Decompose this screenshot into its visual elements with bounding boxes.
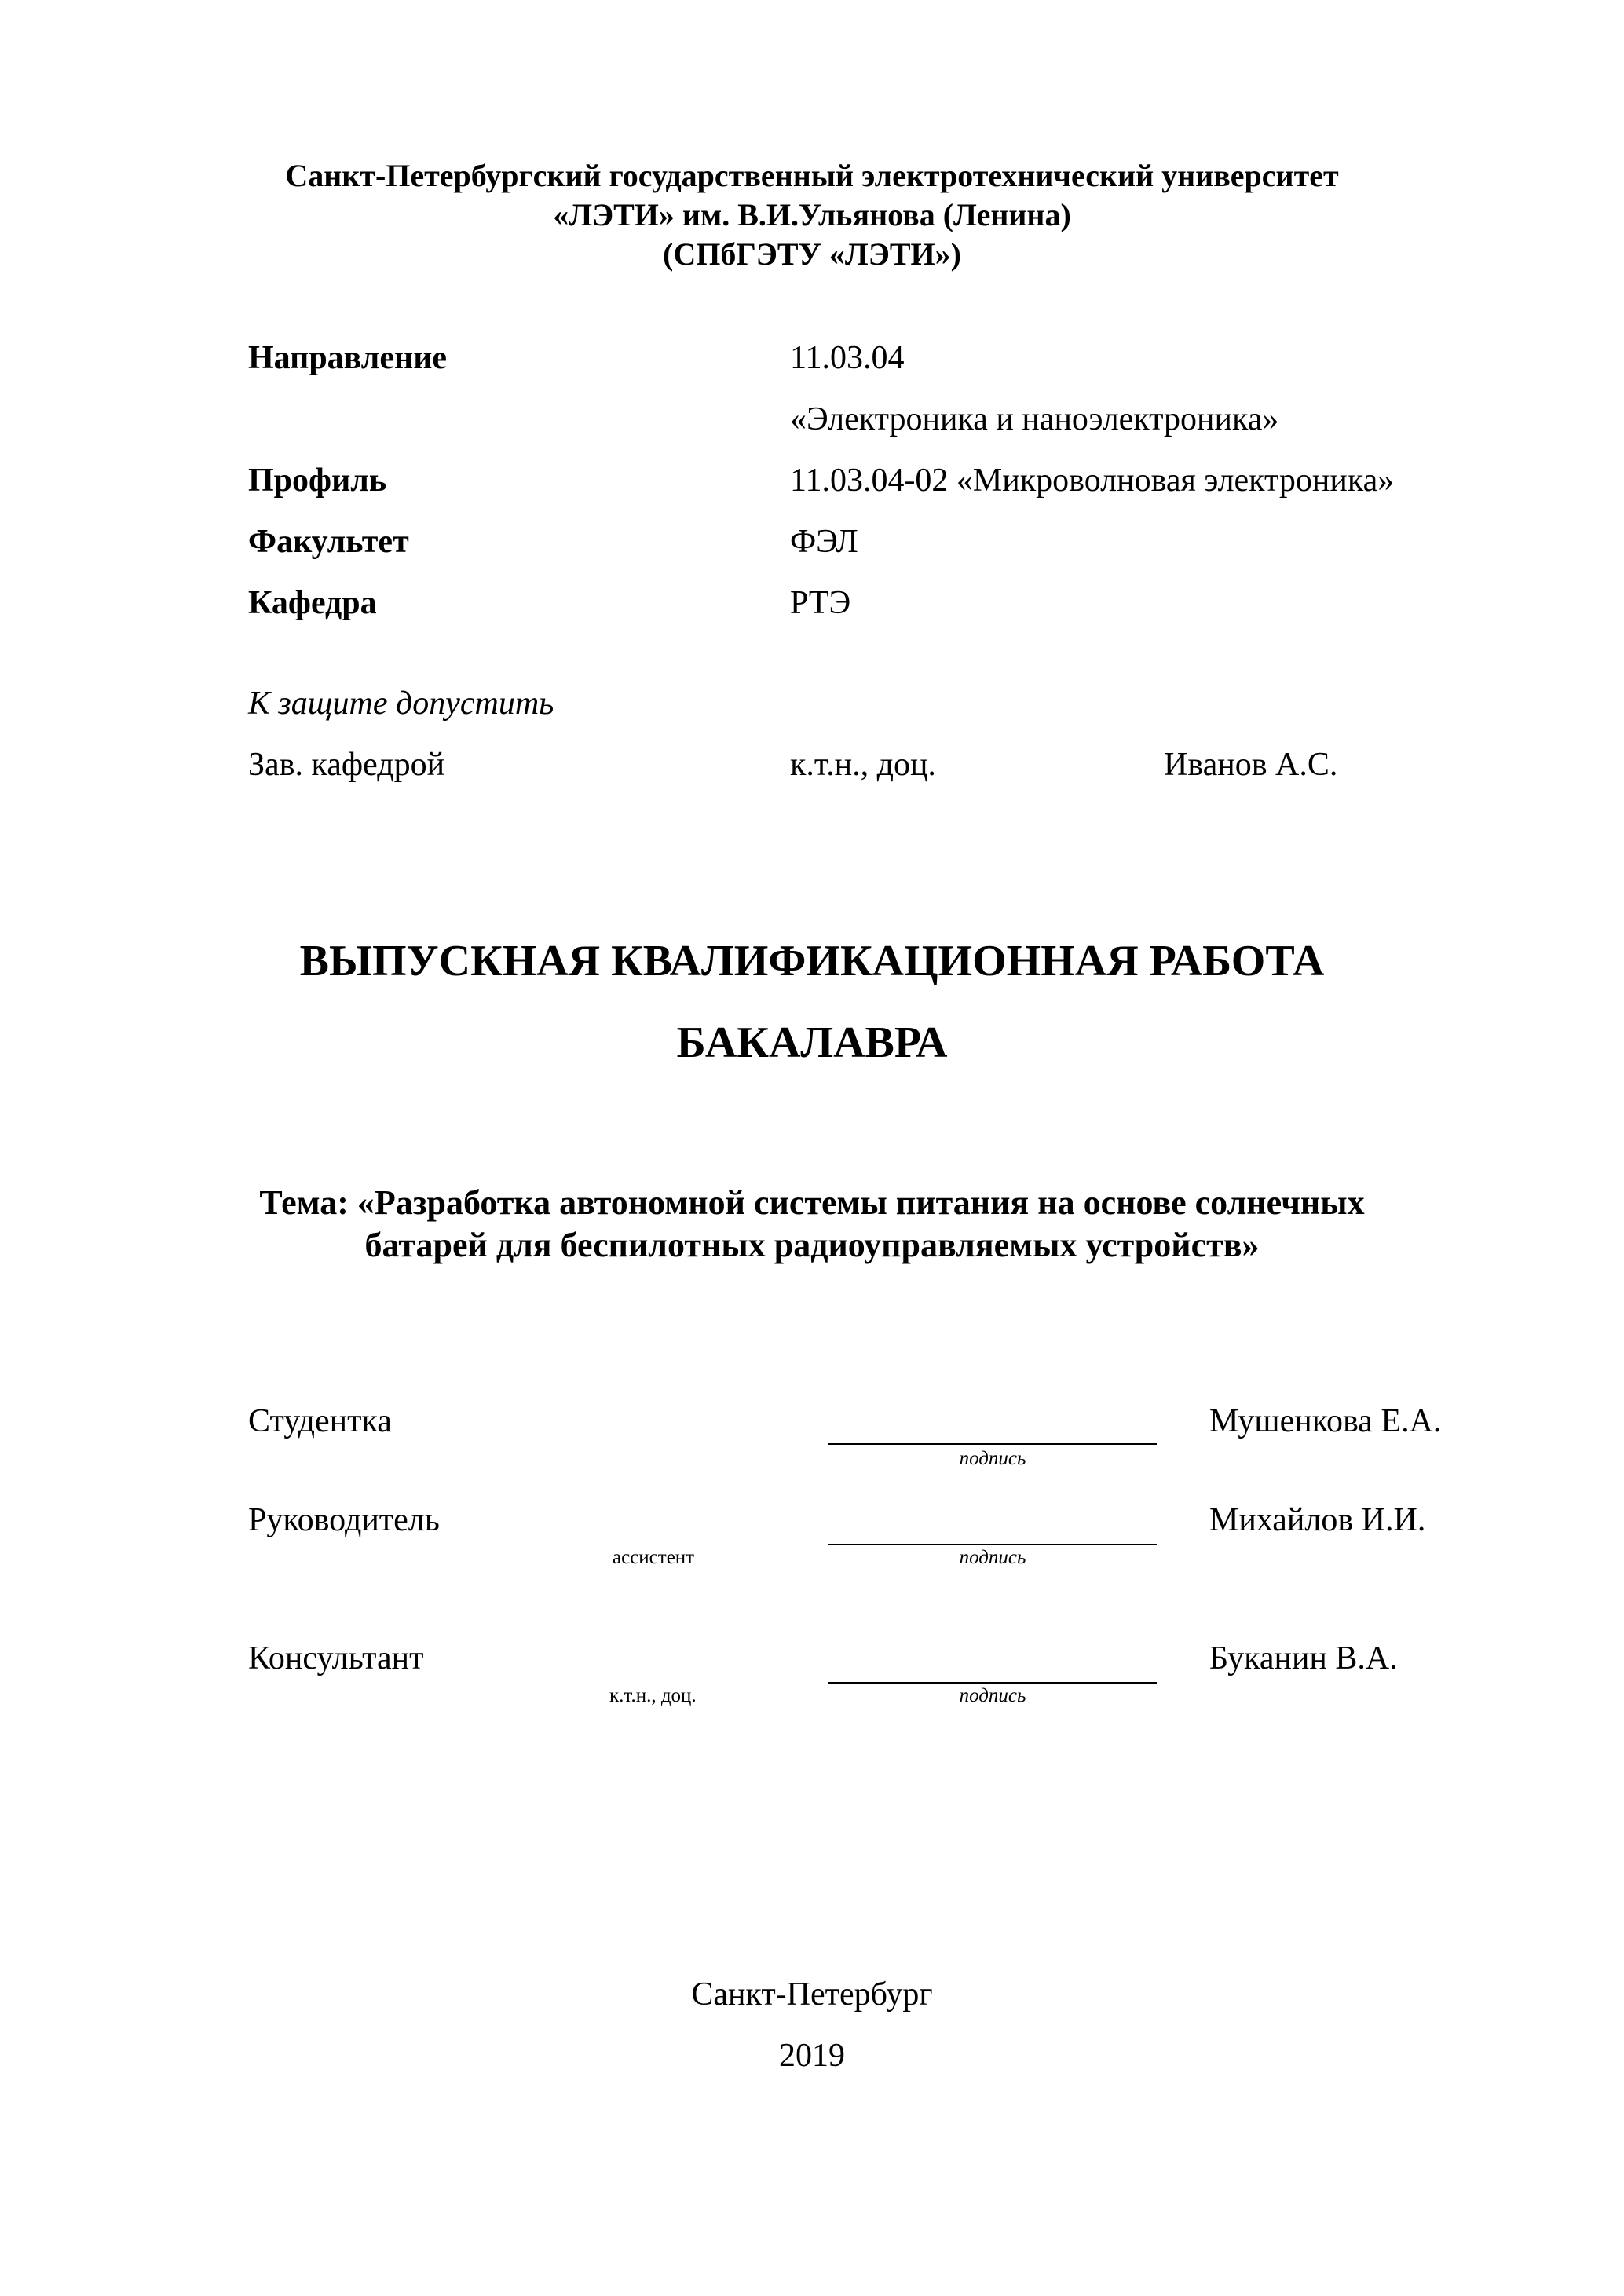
direction-name: «Электроника и наноэлектроника» (790, 401, 1279, 437)
signature-name-supervisor: Михайлов И.И. (1209, 1502, 1426, 1538)
signature-line-consultant (828, 1682, 1157, 1684)
approval-heading: К защите допустить (248, 686, 554, 722)
footer-city: Санкт-Петербург (691, 1976, 933, 2013)
profile-label: Профиль (248, 462, 387, 499)
faculty-value: ФЭЛ (790, 524, 858, 560)
direction-code: 11.03.04 (790, 340, 905, 376)
document-title-line2: БАКАЛАВРА (676, 1018, 948, 1067)
university-short-name: «ЛЭТИ» им. В.И.Ульянова (Ленина) (553, 197, 1071, 232)
signature-caption-consultant: подпись (959, 1685, 1026, 1706)
signature-line-supervisor (828, 1544, 1157, 1545)
signature-role-consultant: Консультант (248, 1640, 424, 1676)
signature-position-supervisor: ассистент (613, 1547, 695, 1568)
department-value: РТЭ (790, 585, 851, 621)
profile-value: 11.03.04-02 «Микроволновая электроника» (790, 462, 1395, 499)
signature-name-student: Мушенкова Е.А. (1209, 1403, 1442, 1439)
topic-line2: батарей для беспилотных радиоуправляемых устройств» (364, 1226, 1260, 1264)
approval-role: Зав. кафедрой (248, 747, 445, 783)
faculty-label: Факультет (248, 524, 409, 560)
signature-role-student: Студентка (248, 1403, 392, 1439)
signature-position-consultant: к.т.н., доц. (609, 1685, 697, 1706)
signature-line-student (828, 1443, 1157, 1445)
direction-label: Направление (248, 340, 448, 376)
university-name: Санкт-Петербургский государственный электротехнический университет (285, 158, 1339, 193)
approval-name: Иванов А.С. (1164, 747, 1338, 783)
signature-caption-supervisor: подпись (959, 1547, 1026, 1568)
signature-caption-student: подпись (959, 1448, 1026, 1469)
signature-role-supervisor: Руководитель (248, 1502, 440, 1538)
footer-year: 2019 (779, 2038, 845, 2074)
university-abbreviation: (СПбГЭТУ «ЛЭТИ») (663, 236, 961, 272)
approval-degree: к.т.н., доц. (790, 747, 936, 783)
topic-line1: Тема: «Разработка автономной системы питания на основе солнечных (259, 1183, 1365, 1222)
signature-name-consultant: Буканин В.А. (1209, 1640, 1398, 1676)
department-label: Кафедра (248, 585, 377, 621)
document-title-line1: ВЫПУСКНАЯ КВАЛИФИКАЦИОННАЯ РАБОТА (299, 937, 1325, 985)
